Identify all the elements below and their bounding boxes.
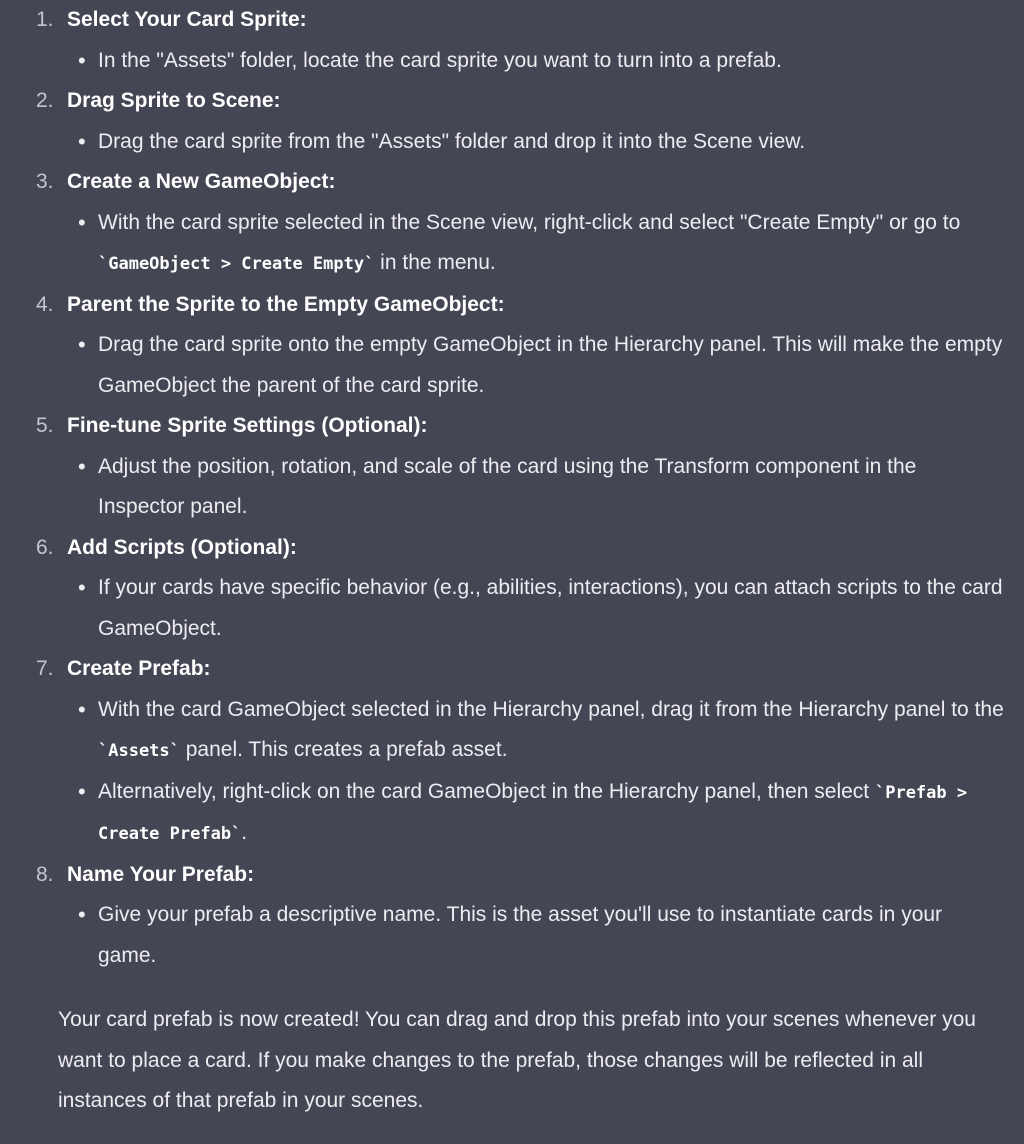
bullet-item — [0, 568, 1024, 649]
step-heading — [0, 81, 1024, 122]
step-number: 3. — [36, 170, 54, 193]
step-item — [0, 406, 1024, 528]
step-item — [0, 285, 1024, 407]
bullet-item — [0, 203, 1024, 285]
bullet-dot-icon: • — [78, 575, 86, 600]
step-number: 1. — [36, 8, 54, 31]
step-bullets — [0, 203, 1024, 285]
bullet-item — [0, 447, 1024, 528]
step-number: 2. — [36, 89, 54, 112]
bullet-dot-icon: • — [78, 47, 86, 73]
bullet-item — [0, 41, 1024, 82]
inline-code: `Assets` — [98, 741, 180, 761]
step-number: 4. — [36, 292, 54, 316]
bullet-dot-icon: • — [78, 128, 86, 154]
bullet-text: Drag the card sprite onto the empty GameObject in the Hierarchy panel. This will make the empty GameObject the parent of the card sprite. — [98, 333, 1003, 397]
step-number: 6. — [36, 535, 54, 559]
step-number: 8. — [36, 862, 54, 886]
inline-code: `GameObject > Create Empty` — [98, 254, 375, 274]
step-heading — [0, 285, 1024, 326]
step-number: 5. — [36, 414, 54, 437]
step-bullets — [0, 447, 1024, 528]
step-bullets — [0, 895, 1024, 976]
bullet-item — [0, 122, 1024, 163]
step-bullets — [0, 41, 1024, 82]
inline-code: `Prefab > Create Prefab` — [98, 782, 968, 844]
bullet-text: Alternatively, right-click on the card GameObject in the Hierarchy panel, then select — [98, 779, 875, 803]
step-heading — [0, 649, 1024, 690]
step-heading — [0, 528, 1024, 569]
bullet-dot-icon: • — [78, 902, 86, 927]
step-item — [0, 855, 1024, 977]
step-number: 7. — [36, 657, 54, 680]
step-heading — [0, 0, 1024, 41]
bullet-item — [0, 772, 1024, 855]
step-bullets — [0, 122, 1024, 163]
step-title: Name Your Prefab: — [67, 862, 255, 886]
bullet-text: . — [241, 821, 248, 844]
step-heading — [0, 406, 1024, 447]
step-bullets — [0, 690, 1024, 855]
step-title: Parent the Sprite to the Empty GameObject: — [67, 292, 505, 316]
bullet-text: Drag the card sprite from the "Assets" folder and drop it into the Scene view. — [98, 129, 806, 153]
bullet-text: With the card GameObject selected in the Hierarchy panel, drag it from the Hierarchy panel to the — [98, 697, 1004, 721]
step-bullets — [0, 325, 1024, 406]
step-title: Fine-tune Sprite Settings (Optional): — [67, 414, 428, 437]
step-title: Select Your Card Sprite: — [67, 8, 307, 31]
step-title: Create a New GameObject: — [67, 170, 336, 193]
bullet-text: With the card sprite selected in the Scene view, right-click and select "Create Empty" or go to — [98, 210, 961, 234]
step-title: Add Scripts (Optional): — [67, 535, 297, 559]
summary-paragraph: Your card prefab is now created! You can drag and drop this prefab into your scenes whenever you want to place a card. If you make changes to the prefab, those changes will be reflected in all instances of that prefab in your scenes. — [58, 1008, 976, 1112]
step-item — [0, 81, 1024, 162]
step-title: Create Prefab: — [67, 657, 211, 680]
step-bullets — [0, 568, 1024, 649]
bullet-item — [0, 690, 1024, 772]
bullet-text: in the menu. — [374, 251, 496, 274]
step-item — [0, 649, 1024, 855]
step-heading — [0, 855, 1024, 896]
bullet-text: Adjust the position, rotation, and scale of the card using the Transform component in the Inspector panel. — [98, 454, 917, 518]
step-title: Drag Sprite to Scene: — [67, 89, 281, 112]
step-item — [0, 162, 1024, 285]
bullet-item — [0, 325, 1024, 406]
step-heading — [0, 162, 1024, 203]
bullet-text: In the "Assets" folder, locate the card sprite you want to turn into a prefab. — [98, 48, 782, 72]
bullet-dot-icon: • — [78, 696, 86, 722]
bullet-dot-icon: • — [78, 209, 86, 235]
step-item — [0, 0, 1024, 81]
bullet-text: panel. This creates a prefab asset. — [179, 738, 508, 761]
bullet-text: Give your prefab a descriptive name. This is the asset you'll use to instantiate cards in your game. — [98, 903, 943, 967]
bullet-dot-icon: • — [78, 332, 86, 357]
bullet-item — [0, 895, 1024, 976]
bullet-dot-icon: • — [78, 453, 86, 479]
bullet-dot-icon: • — [78, 778, 86, 804]
bullet-text: If your cards have specific behavior (e.g., abilities, interactions), you can attach scripts to the card GameObject. — [98, 576, 1003, 640]
step-item — [0, 528, 1024, 650]
